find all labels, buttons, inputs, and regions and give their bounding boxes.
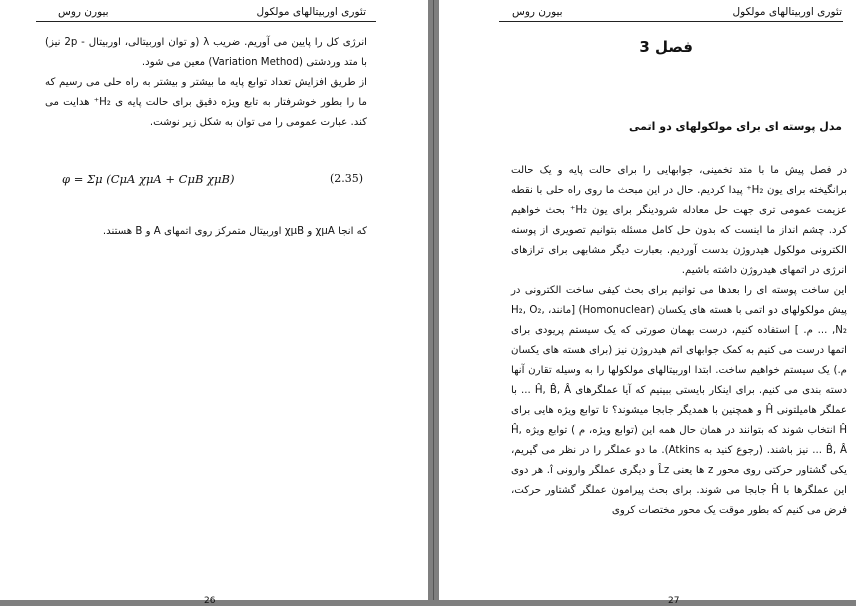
header-rule	[36, 21, 376, 22]
equation-caption	[45, 222, 367, 242]
chapter-title: فصل 3	[639, 38, 693, 56]
right-body-text	[511, 161, 847, 521]
page-number: 26	[204, 596, 216, 606]
page-gutter	[428, 0, 439, 600]
paragraph: در فصل پیش ما با متد تخمینی، جوابهایی را برای حالت پایه و یک حالت برانگیخته برای یون H₂⁺ پیدا کردیم. حال در این مبحث ما روی راه حلی با نقطه عزیمت عمومی تری جهت حل معادله شرودینگر برای یون H₂⁺ بحث خواهیم کرد. چشم انداز ما اینست که بدون حل کامل مسئله بتوانیم تصویری از پوسته الکترونی مولکول هیدروژن بدست آوردیم. بعبارت دیگر مشابهی برای ترازهای انرژی در اتمهای هیدروژن داشته باشیم.	[511, 165, 847, 276]
section-title: مدل پوسته ای برای مولکولهای دو اتمی	[629, 120, 842, 133]
running-header-title: تئوری اوربیتالهای مولکول	[256, 6, 366, 18]
page-number: 27	[668, 596, 680, 606]
paragraph: انرژی کل را پایین می آوریم. ضریب λ (و توان اوربیتالی، اوربیتال - 2p نیز) با متد وردشتی (Variation Method) معین می شود.	[45, 37, 367, 68]
paragraph: از طریق افزایش تعداد توابع پایه ما بیشتر و بیشتر به راه حلی می رسیم که ما را بطور خوشرفتار به تابع ویژه دقیق برای حالت پایه ی H₂⁺ هدایت می کند. عبارت عمومی را می توان به شکل زیر نوشت.	[45, 77, 367, 128]
running-header-title: تئوری اوربیتالهای مولکول	[732, 6, 842, 18]
equation: φ = Σμ (CμA χμA + CμB χμB)	[62, 172, 235, 186]
paragraph: این ساخت پوسته ای را بعدها می توانیم برای بحث کیفی ساخت الکترونی در پیش مولکولهای دو اتمی با هسته های یکسان (Homonuclear) [مانند، H₂, O₂, N₂, ... م. ] استفاده کنیم، درست بهمان صورتی که یک سیستم پریودی برای اتمها درست می کنیم به کمک جوابهای اتم هیدروژن نیز (برای هسته های یکسان م.) یک سیستم خواهیم ساخت. ابتدا اوربیتالهای مولکولها را به وسیله تقارن آنها دسته بندی می کنیم. برای اینکار بایستی ببینیم که آیا عملگرهای Ĥ, B̂, Â ... با عملگر هامیلتونی Ĥ و همچنین با همدیگر جابجا میشوند؟ تا توابع ویژه هایی برای Ĥ انتخاب شوند که بتوانند در همان حال همه این (توابع ویژه، م ) توابع ویژه Ĥ, B̂, Â ... نیز باشند. (رجوع کنید به Atkins). ما دو عملگر را در نظر می گیریم، یکی گشتاور حرکتی روی محور z ها یعنی L̂z و دیگری عملگر وارونی î. هر دوی این عملگرها با Ĥ جابجا می شوند. برای بحث پیرامون عملگر گشتاور حرکت، فرض می کنیم که بطور موقت یک محور مختصات کروی	[511, 285, 847, 516]
right-page	[439, 0, 856, 606]
running-header-author: بیورن روس	[58, 6, 109, 18]
equation-number: (2.35)	[330, 172, 364, 185]
running-header-author: بیورن روس	[512, 6, 563, 18]
header-rule	[499, 21, 843, 22]
paragraph: که انجا χμA و χμB اوربیتال متمرکز روی اتمهای A و B هستند.	[102, 226, 367, 237]
left-body-text	[45, 33, 367, 133]
